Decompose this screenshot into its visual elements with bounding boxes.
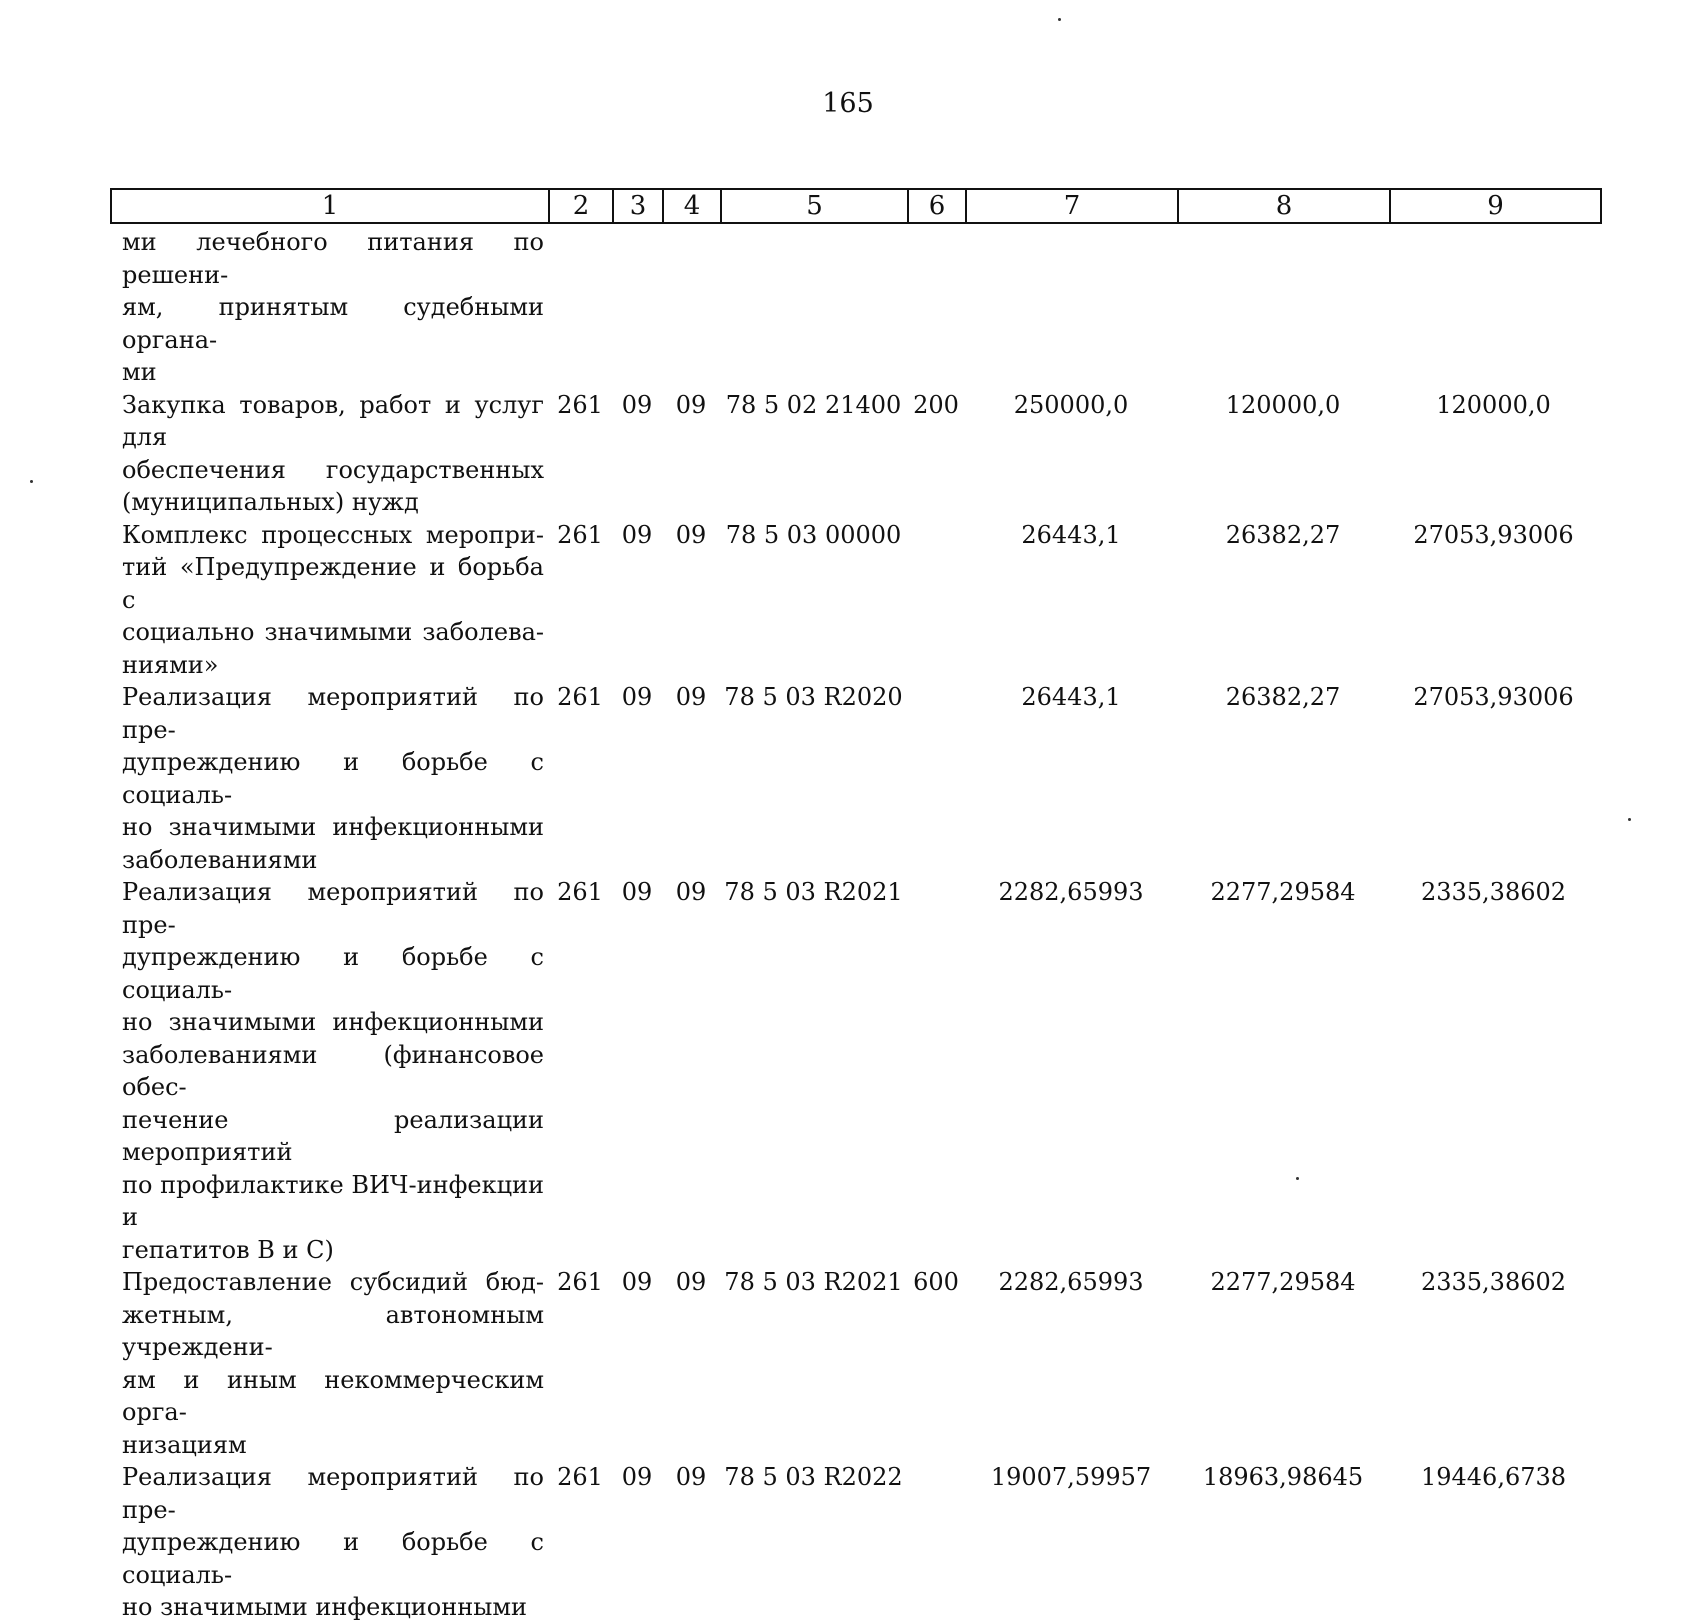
- row-name-line: ми лечебного питания по решени-: [122, 228, 544, 289]
- row-name-line: низациям: [122, 1430, 247, 1459]
- cell-col-9: 2335,38602: [1420, 1268, 1567, 1296]
- cell-col-8: 120000,0: [1225, 390, 1341, 419]
- row-name-line: но значимыми инфекционными: [122, 813, 544, 841]
- row-name-line: Комплекс процессных меропри-: [122, 520, 544, 549]
- cell-col-4: 09: [675, 878, 707, 906]
- scan-speck: [1296, 1177, 1299, 1180]
- cell-col-9: 27053,93006: [1413, 520, 1574, 549]
- cell-col-9: [1389, 226, 1598, 389]
- cell-col-9: 19446,6738: [1420, 1463, 1567, 1491]
- cell-col-6: [907, 519, 965, 682]
- cell-col-8: 26382,27: [1225, 520, 1341, 549]
- row-name-line: дупреждению и борьбе с социаль-: [122, 748, 544, 809]
- row-name-line: Закупка товаров, работ и услуг для: [122, 390, 544, 451]
- cell-col-2: 261: [557, 520, 603, 549]
- cell-col-8: 18963,98645: [1202, 1463, 1364, 1491]
- row-name-line: ми: [122, 358, 157, 386]
- cell-col-7: 250000,0: [1013, 390, 1129, 419]
- cell-col-8: 26382,27: [1225, 683, 1341, 711]
- row-name-line: заболеваниями (финансовое обес-: [122, 1040, 544, 1101]
- cell-col-3: 09: [621, 520, 653, 549]
- table-row: [110, 681, 1598, 876]
- row-name-line: заболеваниями: [122, 845, 318, 874]
- cell-col-7: 26443,1: [1021, 683, 1121, 711]
- row-name-line: ям, принятым судебными органа-: [122, 293, 544, 354]
- cell-col-7: 2282,65993: [998, 1268, 1144, 1296]
- scan-speck: [30, 480, 33, 483]
- cell-col-3: 09: [621, 390, 653, 419]
- row-name-line: обеспечения государственных: [122, 455, 544, 484]
- row-name: [110, 876, 548, 1266]
- row-name-line: но значимыми инфекционными: [122, 1008, 544, 1036]
- cell-col-4: 09: [675, 1463, 707, 1491]
- row-name-line: но значимыми инфекционными: [122, 1593, 528, 1621]
- cell-col-2: 261: [557, 878, 603, 906]
- row-name: [110, 681, 548, 876]
- scan-speck: [1628, 818, 1631, 821]
- cell-col-6: [907, 681, 965, 876]
- cell-col-8: 2277,29584: [1210, 1268, 1356, 1296]
- cell-col-5: [720, 226, 907, 389]
- header-col-6: 6: [909, 190, 967, 222]
- header-col-2: 2: [550, 190, 614, 222]
- cell-col-7: [965, 226, 1177, 389]
- row-name-line: гепатитов В и С): [122, 1235, 334, 1264]
- cell-col-5: 78 5 03 00000: [725, 520, 902, 549]
- row-name-line: дупреждению и борьбе с социаль-: [122, 943, 544, 1004]
- row-name: [110, 226, 548, 389]
- cell-col-5: 78 5 02 21400: [725, 390, 902, 419]
- cell-col-5: 78 5 03 R2020: [724, 683, 903, 711]
- row-name-line: тий «Предупреждение и борьба с: [122, 553, 544, 614]
- table-header: [110, 188, 1602, 224]
- cell-col-2: 261: [557, 683, 603, 711]
- table-row: [110, 876, 1598, 1266]
- cell-col-7: 19007,59957: [990, 1463, 1152, 1491]
- cell-col-2: 261: [557, 1268, 603, 1296]
- cell-col-3: 09: [621, 878, 653, 906]
- cell-col-6: 200: [913, 390, 959, 419]
- cell-col-3: [612, 226, 662, 389]
- row-name: [110, 1266, 548, 1461]
- cell-col-5: 78 5 03 R2021: [724, 878, 903, 906]
- cell-col-4: 09: [675, 390, 707, 419]
- cell-col-7: 26443,1: [1021, 520, 1121, 549]
- row-name: [110, 389, 548, 519]
- cell-col-6: [907, 876, 965, 1266]
- row-name-line: Реализация мероприятий по пре-: [122, 878, 544, 939]
- row-name-line: по профилактике ВИЧ-инфекции и: [122, 1170, 544, 1231]
- table-row: [110, 1266, 1598, 1461]
- header-col-8: 8: [1179, 190, 1391, 222]
- cell-col-9: 120000,0: [1436, 390, 1551, 419]
- header-col-3: 3: [614, 190, 664, 222]
- row-name-line: Реализация мероприятий по пре-: [122, 1463, 544, 1524]
- scan-speck: [1058, 18, 1061, 21]
- cell-col-4: 09: [675, 520, 707, 549]
- cell-col-9: 2335,38602: [1420, 878, 1567, 906]
- cell-col-9: 27053,93006: [1413, 683, 1574, 711]
- cell-col-8: [1177, 226, 1389, 389]
- table-body: [110, 226, 1598, 1624]
- cell-col-2: 261: [557, 390, 603, 419]
- cell-col-3: 09: [621, 1268, 653, 1296]
- row-name: [110, 1461, 548, 1624]
- row-name-line: жетным, автономным учреждени-: [122, 1300, 544, 1361]
- cell-col-4: [662, 226, 720, 389]
- table-row: [110, 1461, 1598, 1624]
- cell-col-2: 261: [557, 1463, 603, 1491]
- header-col-4: 4: [664, 190, 722, 222]
- cell-col-7: 2282,65993: [998, 878, 1144, 906]
- cell-col-3: 09: [621, 1463, 653, 1491]
- cell-col-4: 09: [675, 1268, 707, 1296]
- header-col-1: 1: [112, 190, 550, 222]
- row-name-line: ниями»: [122, 650, 219, 679]
- row-name-line: (муниципальных) нужд: [122, 488, 419, 516]
- header-col-5: 5: [722, 190, 909, 222]
- cell-col-2: [548, 226, 612, 389]
- cell-col-6: [907, 1461, 965, 1624]
- cell-col-6: 600: [913, 1268, 959, 1296]
- row-name-line: социально значимыми заболева-: [122, 618, 544, 646]
- cell-col-5: 78 5 03 R2021: [724, 1268, 903, 1296]
- cell-col-3: 09: [621, 683, 653, 711]
- table-row: [110, 389, 1598, 519]
- row-name-line: печение реализации мероприятий: [122, 1105, 544, 1166]
- cell-col-8: 2277,29584: [1210, 878, 1356, 906]
- cell-col-5: 78 5 03 R2022: [724, 1463, 903, 1491]
- row-name-line: дупреждению и борьбе с социаль-: [122, 1528, 544, 1589]
- row-name-line: ям и иным некоммерческим орга-: [122, 1365, 544, 1426]
- page-number: 165: [822, 88, 874, 119]
- table-row: [110, 226, 1598, 389]
- row-name-line: Предоставление субсидий бюд-: [122, 1268, 544, 1296]
- row-name: [110, 519, 548, 682]
- cell-col-6: [907, 226, 965, 389]
- table-row: [110, 519, 1598, 682]
- cell-col-4: 09: [675, 683, 707, 711]
- row-name-line: Реализация мероприятий по пре-: [122, 683, 544, 744]
- header-col-9: 9: [1487, 191, 1504, 221]
- header-col-7: 7: [967, 190, 1179, 222]
